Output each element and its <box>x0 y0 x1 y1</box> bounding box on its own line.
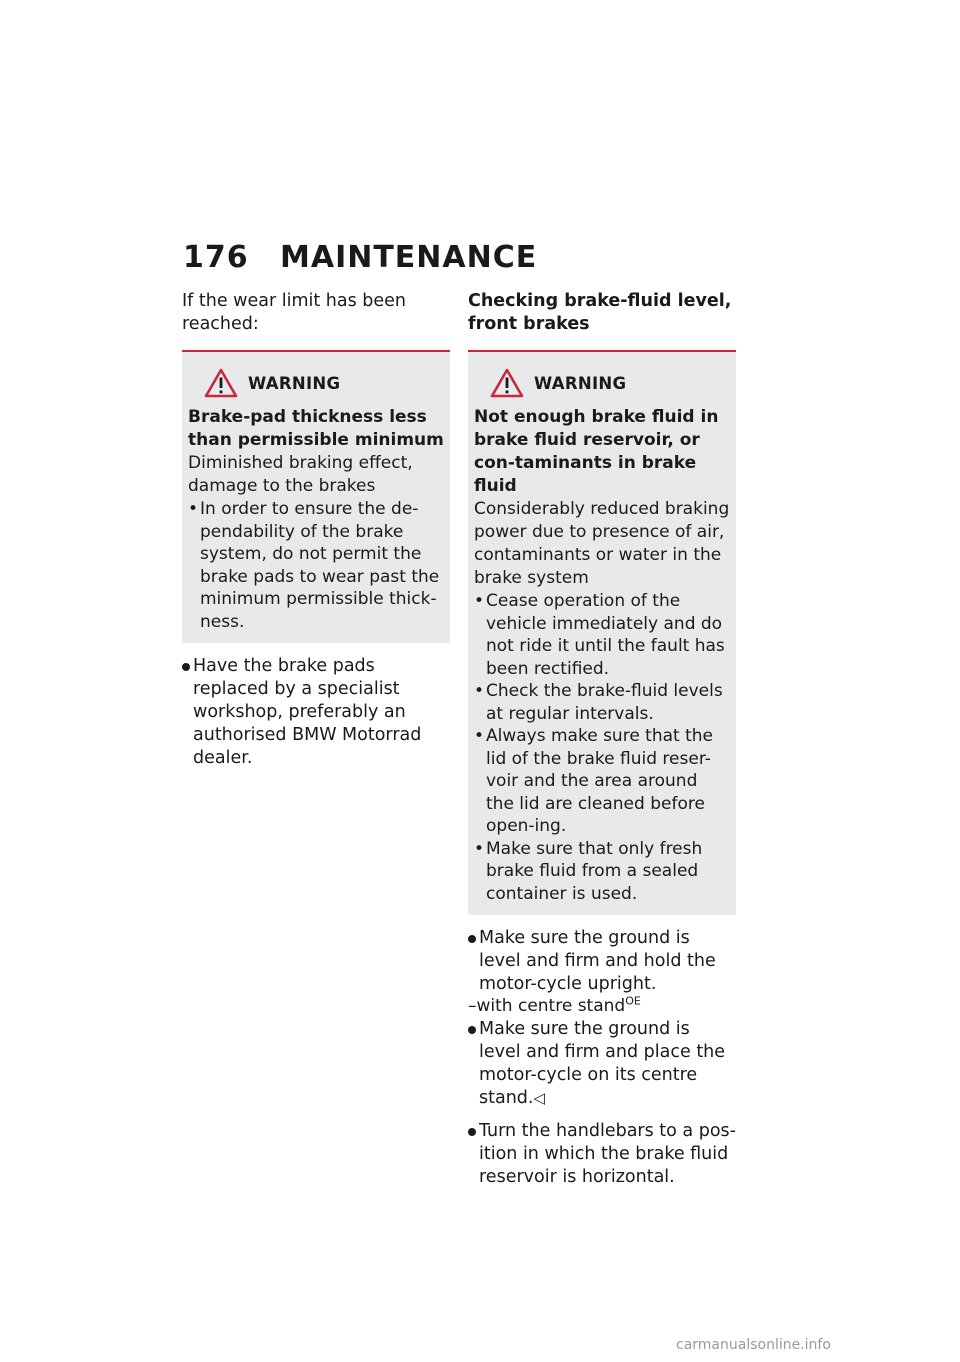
warning-title: Not enough brake fluid in brake fluid reservoir, or con-taminants in brake fluid <box>474 407 719 496</box>
step-item <box>468 1018 736 1110</box>
page-number: 176 <box>183 240 249 275</box>
warning-text: Considerably reduced braking power due to presence of air, contaminants or water in the brake system <box>474 499 730 588</box>
warning-bullets <box>188 498 444 633</box>
warning-box-brake-pad <box>182 352 450 643</box>
bullet-dot-icon <box>468 1026 476 1034</box>
option-superscript: OE <box>625 994 641 1008</box>
right-column <box>468 290 736 1199</box>
step-list <box>468 1018 736 1189</box>
condition-text: –with centre stand <box>468 996 626 1016</box>
warning-label: WARNING <box>534 373 627 393</box>
step-item <box>468 1120 736 1189</box>
step-text: Make sure the ground is level and firm and place the motor-cycle on its centre stand. <box>479 1019 726 1108</box>
warning-label: WARNING <box>248 373 341 393</box>
warning-text: Diminished braking effect, damage to the brakes <box>188 453 413 496</box>
step-list <box>182 655 450 770</box>
step-item <box>182 655 450 770</box>
step-text: Make sure the ground is level and firm and hold the motor-cycle upright. <box>479 928 716 994</box>
list-item: • Check the brake-fluid levels at regular intervals. <box>474 680 730 725</box>
warning-triangle-icon <box>204 368 238 398</box>
warning-bullets <box>474 590 730 905</box>
warning-header <box>204 368 444 398</box>
step-list <box>468 927 736 996</box>
list-item: • Cease operation of the vehicle immediately and do not ride it until the fault has been rectified. <box>474 590 730 680</box>
bullet-dot-icon <box>182 663 190 671</box>
step-text: Have the brake pads replaced by a specialist workshop, preferably an authorised BMW Motorrad dealer. <box>193 656 422 768</box>
page-header <box>183 240 537 275</box>
step-item <box>468 927 736 996</box>
list-item: • Make sure that only fresh brake fluid from a sealed container is used. <box>474 838 730 906</box>
left-column <box>182 290 450 780</box>
bullet-dot-icon <box>468 1128 476 1136</box>
warning-title: Brake-pad thickness less than permissible minimum <box>188 407 444 450</box>
watermark: carmanualsonline.info <box>676 1337 831 1353</box>
step-text: Turn the handlebars to a pos-ition in which the brake fluid reservoir is horizontal. <box>479 1121 736 1187</box>
list-item: • Always make sure that the lid of the brake fluid reser-voir and the area around the lid are cleaned before open-ing. <box>474 725 730 838</box>
warning-box-brake-fluid <box>468 352 736 915</box>
section-title: MAINTENANCE <box>280 240 538 275</box>
warning-triangle-icon <box>490 368 524 398</box>
end-mark-icon: ◁ <box>533 1089 546 1107</box>
bullet-dot-icon <box>468 935 476 943</box>
intro-text: If the wear limit has been reached: <box>182 291 407 334</box>
list-item: • In order to ensure the de-pendability of the brake system, do not permit the brake pads to wear past the minimum permissible thick-ness. <box>188 498 444 633</box>
section-heading: Checking brake-fluid level, front brakes <box>468 291 732 334</box>
condition-note <box>468 996 736 1016</box>
warning-header <box>490 368 730 398</box>
